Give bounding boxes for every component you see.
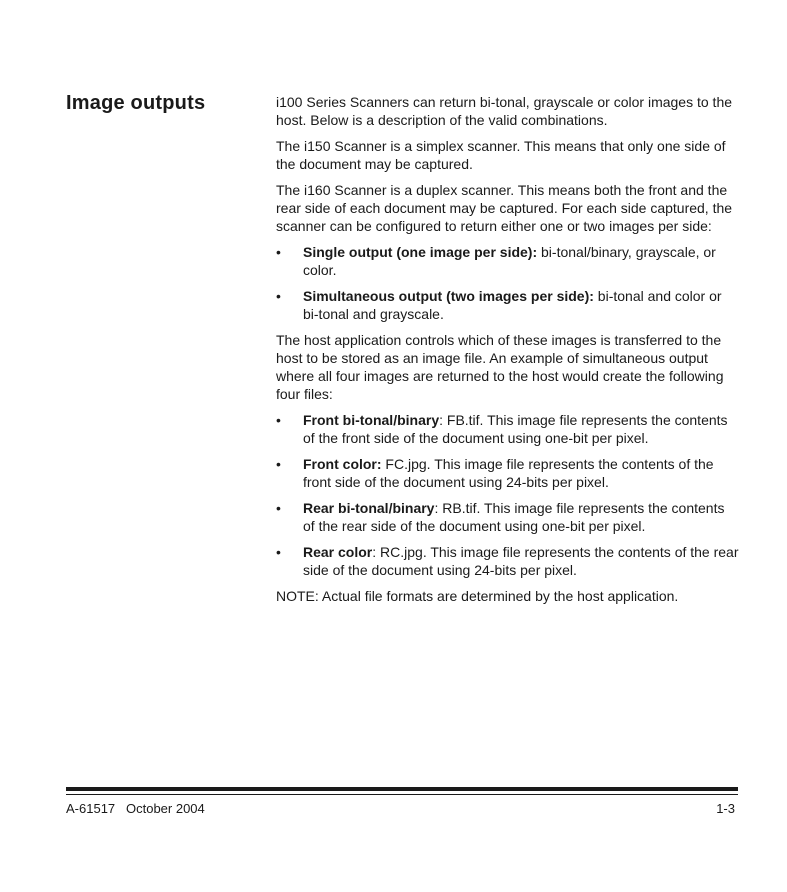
term: Rear bi-tonal/binary: [303, 500, 435, 516]
term: Simultaneous output (two images per side):: [303, 288, 594, 304]
description: : RC.jpg. This image file represents the contents of the rear side of the document using 24-bits per pixel.: [303, 544, 739, 578]
paragraph-duplex: The i160 Scanner is a duplex scanner. This means both the front and the rear side of each document may be captured. For each side captured, the scanner can be configured to return either one or two images per side:: [276, 182, 733, 234]
bullet-icon: •: [276, 412, 281, 428]
term: Single output (one image per side):: [303, 244, 538, 260]
footer-rule-thin: [66, 794, 738, 795]
description: : FB.tif. This image file represents the contents of the front side of the document using one-bit per pixel.: [303, 412, 728, 446]
footer-doc-id: A-61517 October 2004: [66, 801, 205, 816]
term: Front color:: [303, 456, 382, 472]
description: FC.jpg. This image file represents the contents of the front side of the document using 24-bits per pixel.: [303, 456, 714, 490]
bullet-icon: •: [276, 456, 281, 472]
list-item: [276, 243, 740, 279]
paragraph-host: The host application controls which of these images is transferred to the host to be stored as an image file. An example of simultaneous output where all four images are returned to the host would create the following four files:: [276, 332, 724, 402]
bullet-icon: •: [276, 244, 281, 260]
description: : RB.tif. This image file represents the contents of the rear side of the document using one-bit per pixel.: [303, 500, 725, 534]
term: Rear color: [303, 544, 373, 560]
body-text: [276, 93, 740, 613]
bullet-icon: •: [276, 544, 281, 560]
footer-rule-thick: [66, 787, 738, 791]
page-number: 1-3: [716, 801, 735, 816]
description: bi-tonal and color or bi-tonal and grayscale.: [303, 288, 722, 322]
files-list: [276, 411, 740, 579]
output-modes-list: [276, 243, 740, 323]
list-item: [276, 287, 740, 323]
paragraph-intro: i100 Series Scanners can return bi-tonal, grayscale or color images to the host. Below is a description of the valid combinations.: [276, 94, 733, 128]
list-item: [276, 411, 740, 447]
description: bi-tonal/binary, grayscale, or color.: [303, 244, 716, 278]
bullet-icon: •: [276, 500, 281, 516]
note: NOTE: Actual file formats are determined by the host application.: [276, 588, 679, 604]
term: Front bi-tonal/binary: [303, 412, 440, 428]
list-item: [276, 543, 740, 579]
paragraph-simplex: The i150 Scanner is a simplex scanner. This means that only one side of the document may be captured.: [276, 138, 726, 172]
bullet-icon: •: [276, 288, 281, 304]
list-item: [276, 455, 740, 491]
list-item: [276, 499, 740, 535]
section-heading: Image outputs: [66, 92, 206, 114]
